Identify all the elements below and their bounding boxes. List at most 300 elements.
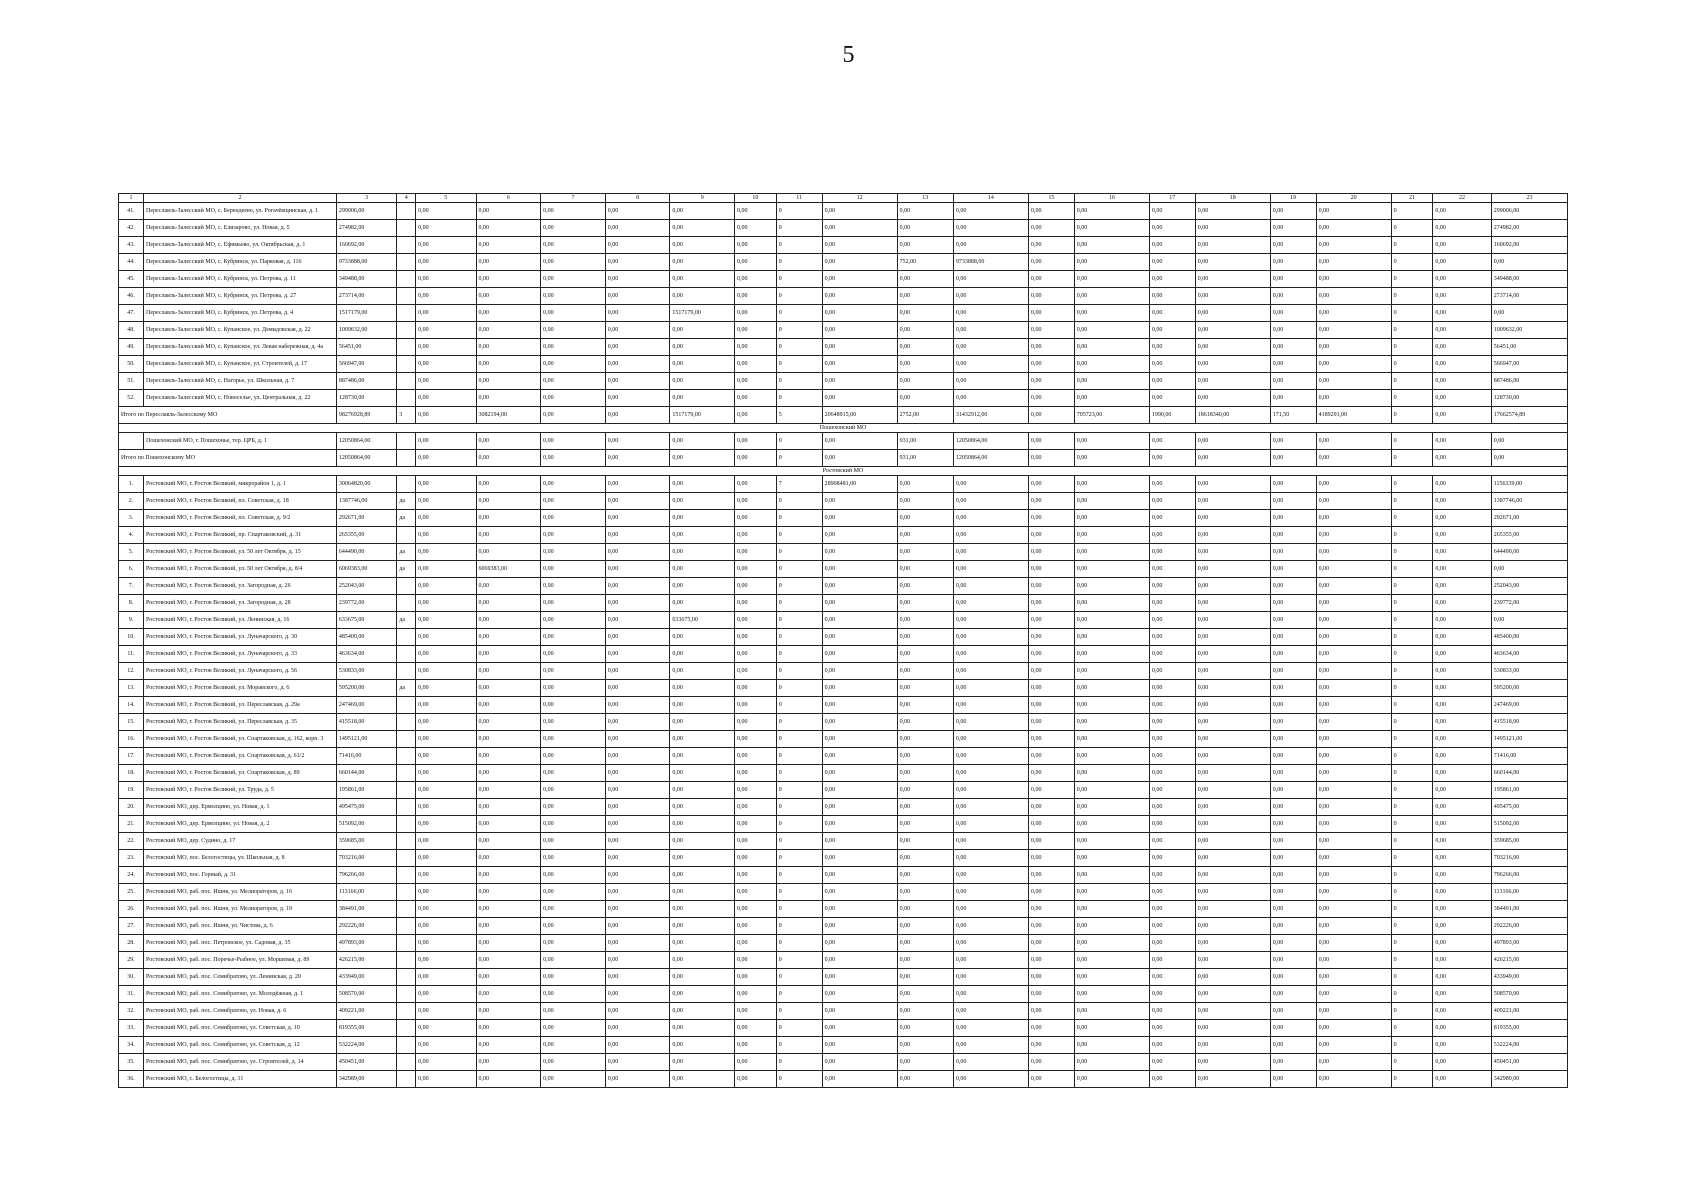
total-col-8: 0,00 [605, 450, 670, 467]
value-col-14: 0,00 [953, 952, 1028, 969]
value-col-16: 0,00 [1074, 271, 1149, 288]
value-col-21: 0 [1391, 918, 1433, 935]
value-col-14: 0,00 [953, 476, 1028, 493]
value-col-6: 0,00 [476, 339, 541, 356]
row-number: 35. [119, 1054, 144, 1071]
value-col-20: 0,00 [1316, 527, 1391, 544]
row-number: 30. [119, 969, 144, 986]
value-col-16: 0,00 [1074, 884, 1149, 901]
value-col-17: 0,00 [1149, 527, 1195, 544]
value-col-12: 0,00 [822, 373, 897, 390]
value-col-13: 0,00 [897, 527, 953, 544]
value-col-6: 0,00 [476, 578, 541, 595]
value-col-9: 0,00 [670, 1054, 735, 1071]
value-col-11: 0 [776, 816, 822, 833]
address-cell: Ростовский МО, пос. Горный, д. 31 [144, 867, 337, 884]
value-col-8: 0,00 [605, 952, 670, 969]
value-col-22: 0,00 [1433, 237, 1491, 254]
value-col-22: 0,00 [1433, 1020, 1491, 1037]
value-col-15: 0,00 [1028, 476, 1074, 493]
value-col-22: 0,00 [1433, 1037, 1491, 1054]
value-col-4 [397, 1037, 416, 1054]
value-col-22: 0,00 [1433, 561, 1491, 578]
value-col-5: 0,00 [416, 1071, 476, 1088]
value-col-9: 0,00 [670, 595, 735, 612]
value-col-17: 0,00 [1149, 629, 1195, 646]
value-col-22: 0,00 [1433, 1071, 1491, 1088]
value-col-4: да [397, 680, 416, 697]
value-col-22: 0,00 [1433, 1003, 1491, 1020]
value-col-10: 0,00 [735, 663, 777, 680]
value-col-8: 0,00 [605, 1020, 670, 1037]
value-col-17: 0,00 [1149, 510, 1195, 527]
value-col-7: 0,00 [541, 322, 606, 339]
value-col-5: 0,00 [416, 952, 476, 969]
value-col-10: 0,00 [735, 799, 777, 816]
value-col-18: 0,00 [1195, 629, 1270, 646]
value-col-12: 0,00 [822, 254, 897, 271]
value-col-20: 0,00 [1316, 339, 1391, 356]
address-cell: Переславль-Залесский МО, с. Кубринск, ул. Петрова, д. 27 [144, 288, 337, 305]
value-col-13: 0,00 [897, 1037, 953, 1054]
value-col-13: 0,00 [897, 1020, 953, 1037]
value-col-7: 0,00 [541, 288, 606, 305]
total-col-9: 0,00 [670, 450, 735, 467]
value-col-11: 0 [776, 850, 822, 867]
value-col-7: 0,00 [541, 271, 606, 288]
value-col-14: 0,00 [953, 1054, 1028, 1071]
table-row [119, 356, 1568, 373]
value-col-6: 0,00 [476, 833, 541, 850]
value-col-7: 0,00 [541, 646, 606, 663]
row-number: 34. [119, 1037, 144, 1054]
value-col-3: 6069383,00 [336, 561, 396, 578]
value-col-12: 0,00 [822, 935, 897, 952]
value-col-8: 0,00 [605, 510, 670, 527]
value-col-18: 0,00 [1195, 952, 1270, 969]
value-col-20: 0,00 [1316, 765, 1391, 782]
address-cell: Ростовский МО, г. Ростов Великий, микрорайон 1, д. 1 [144, 476, 337, 493]
value-col-4 [397, 254, 416, 271]
value-col-12: 0,00 [822, 493, 897, 510]
value-col-10: 0,00 [735, 433, 777, 450]
value-col-13: 0,00 [897, 935, 953, 952]
value-col-17: 0,00 [1149, 884, 1195, 901]
value-col-18: 0,00 [1195, 714, 1270, 731]
value-col-19: 0,00 [1270, 510, 1316, 527]
address-cell: Пошехонский МО, г. Пошехонье, тер. ЦРБ, д. 1 [144, 433, 337, 450]
value-col-12: 0,00 [822, 339, 897, 356]
value-col-23: 887486,00 [1491, 373, 1567, 390]
value-col-5: 0,00 [416, 561, 476, 578]
value-col-20: 0,00 [1316, 305, 1391, 322]
address-cell: Переславль-Залесский МО, с. Купанское, ул. Демидовская, д. 22 [144, 322, 337, 339]
value-col-7: 0,00 [541, 799, 606, 816]
value-col-4 [397, 663, 416, 680]
value-col-9: 0,00 [670, 578, 735, 595]
value-col-21: 0 [1391, 595, 1433, 612]
table-row [119, 850, 1568, 867]
address-cell: Ростовский МО, г. Ростов Великий, ул. Загородная, д. 26 [144, 578, 337, 595]
total-col-16: 705723,00 [1074, 407, 1149, 424]
value-col-5: 0,00 [416, 833, 476, 850]
value-col-15: 0,00 [1028, 714, 1074, 731]
value-col-13: 0,00 [897, 731, 953, 748]
value-col-16: 0,00 [1074, 433, 1149, 450]
value-col-5: 0,00 [416, 1037, 476, 1054]
value-col-15: 0,00 [1028, 433, 1074, 450]
value-col-22: 0,00 [1433, 714, 1491, 731]
row-number: 49. [119, 339, 144, 356]
value-col-15: 0,00 [1028, 373, 1074, 390]
value-col-5: 0,00 [416, 646, 476, 663]
table-row [119, 1071, 1568, 1088]
value-col-15: 0,00 [1028, 339, 1074, 356]
value-col-15: 0,00 [1028, 799, 1074, 816]
table-row [119, 663, 1568, 680]
value-col-22: 0,00 [1433, 952, 1491, 969]
value-col-21: 0 [1391, 476, 1433, 493]
total-col-4 [397, 450, 416, 467]
value-col-6: 0,00 [476, 816, 541, 833]
value-col-15: 0,00 [1028, 850, 1074, 867]
value-col-17: 0,00 [1149, 1071, 1195, 1088]
value-col-21: 0 [1391, 1071, 1433, 1088]
address-cell: Ростовский МО, г. Ростов Великий, ул. Моравского, д. 6 [144, 680, 337, 697]
total-col-14: 12050864,00 [953, 450, 1028, 467]
address-cell: Ростовский МО, раб. пос. Ишня, ул. Чистова, д. 6 [144, 918, 337, 935]
value-col-4 [397, 595, 416, 612]
value-col-10: 0,00 [735, 356, 777, 373]
value-col-15: 0,00 [1028, 305, 1074, 322]
table-row [119, 322, 1568, 339]
value-col-21: 0 [1391, 288, 1433, 305]
value-col-6: 0,00 [476, 663, 541, 680]
value-col-10: 0,00 [735, 220, 777, 237]
table-row [119, 918, 1568, 935]
value-col-8: 0,00 [605, 629, 670, 646]
row-number: 23. [119, 850, 144, 867]
value-col-7: 0,00 [541, 1003, 606, 1020]
value-col-16: 0,00 [1074, 714, 1149, 731]
value-col-15: 0,00 [1028, 493, 1074, 510]
value-col-22: 0,00 [1433, 680, 1491, 697]
value-col-12: 0,00 [822, 271, 897, 288]
value-col-10: 0,00 [735, 305, 777, 322]
value-col-16: 0,00 [1074, 373, 1149, 390]
value-col-20: 0,00 [1316, 254, 1391, 271]
value-col-11: 0 [776, 254, 822, 271]
value-col-3: 160692,00 [336, 237, 396, 254]
value-col-4 [397, 816, 416, 833]
value-col-3: 30064820,00 [336, 476, 396, 493]
total-col-6: 3082194,00 [476, 407, 541, 424]
value-col-3: 463634,00 [336, 646, 396, 663]
value-col-18: 0,00 [1195, 220, 1270, 237]
row-number: 27. [119, 918, 144, 935]
value-col-20: 0,00 [1316, 748, 1391, 765]
value-col-21: 0 [1391, 271, 1433, 288]
value-col-21: 0 [1391, 544, 1433, 561]
value-col-9: 0,00 [670, 288, 735, 305]
row-number: 2. [119, 493, 144, 510]
value-col-14: 0,00 [953, 918, 1028, 935]
value-col-21: 0 [1391, 1054, 1433, 1071]
value-col-7: 0,00 [541, 918, 606, 935]
value-col-5: 0,00 [416, 305, 476, 322]
value-col-13: 0,00 [897, 969, 953, 986]
row-number: 22. [119, 833, 144, 850]
table-row [119, 935, 1568, 952]
value-col-5: 0,00 [416, 850, 476, 867]
value-col-14: 0,00 [953, 748, 1028, 765]
column-number-8: 8 [605, 194, 670, 203]
address-cell: Переславль-Залесский МО, с. Кубринск, ул. Парковая, д. 116 [144, 254, 337, 271]
value-col-18: 0,00 [1195, 918, 1270, 935]
value-col-19: 0,00 [1270, 356, 1316, 373]
value-col-11: 0 [776, 833, 822, 850]
value-col-21: 0 [1391, 765, 1433, 782]
value-col-22: 0,00 [1433, 731, 1491, 748]
value-col-16: 0,00 [1074, 782, 1149, 799]
value-col-4 [397, 646, 416, 663]
value-col-3: 299006,00 [336, 203, 396, 220]
value-col-7: 0,00 [541, 237, 606, 254]
value-col-4 [397, 833, 416, 850]
value-col-3: 485400,00 [336, 629, 396, 646]
value-col-9: 0,00 [670, 510, 735, 527]
value-col-19: 0,00 [1270, 1020, 1316, 1037]
value-col-17: 0,00 [1149, 748, 1195, 765]
value-col-5: 0,00 [416, 629, 476, 646]
value-col-4 [397, 271, 416, 288]
value-col-22: 0,00 [1433, 476, 1491, 493]
total-col-14: 31432912,00 [953, 407, 1028, 424]
total-label: Итого по Переславль-Залесскому МО [119, 407, 337, 424]
value-col-5: 0,00 [416, 476, 476, 493]
total-col-11: 5 [776, 407, 822, 424]
value-col-3: 409221,00 [336, 1003, 396, 1020]
value-col-23: 426215,00 [1491, 952, 1567, 969]
value-col-23: 0,00 [1491, 433, 1567, 450]
value-col-22: 0,00 [1433, 646, 1491, 663]
value-col-20: 0,00 [1316, 373, 1391, 390]
value-col-22: 0,00 [1433, 373, 1491, 390]
value-col-8: 0,00 [605, 544, 670, 561]
value-col-16: 0,00 [1074, 850, 1149, 867]
value-col-20: 0,00 [1316, 595, 1391, 612]
value-col-23: 0,00 [1491, 254, 1567, 271]
value-col-10: 0,00 [735, 833, 777, 850]
value-col-11: 0 [776, 1054, 822, 1071]
value-col-20: 0,00 [1316, 782, 1391, 799]
value-col-11: 0 [776, 935, 822, 952]
value-col-8: 0,00 [605, 646, 670, 663]
address-cell: Ростовский МО, раб. пос. Семибратово, ул. Советская, д. 10 [144, 1020, 337, 1037]
value-col-13: 0,00 [897, 510, 953, 527]
value-col-20: 0,00 [1316, 714, 1391, 731]
value-col-20: 0,00 [1316, 322, 1391, 339]
value-col-4 [397, 765, 416, 782]
total-col-22: 0,00 [1433, 407, 1491, 424]
value-col-11: 0 [776, 952, 822, 969]
value-col-15: 0,00 [1028, 680, 1074, 697]
value-col-15: 0,00 [1028, 578, 1074, 595]
value-col-21: 0 [1391, 680, 1433, 697]
value-col-10: 0,00 [735, 901, 777, 918]
value-col-14: 0,00 [953, 510, 1028, 527]
value-col-8: 0,00 [605, 220, 670, 237]
table-row [119, 884, 1568, 901]
value-col-19: 0,00 [1270, 476, 1316, 493]
value-col-9: 0,00 [670, 782, 735, 799]
value-col-18: 0,00 [1195, 663, 1270, 680]
value-col-15: 0,00 [1028, 271, 1074, 288]
value-col-5: 0,00 [416, 578, 476, 595]
value-col-9: 0,00 [670, 356, 735, 373]
value-col-10: 0,00 [735, 782, 777, 799]
value-col-3: 495475,00 [336, 799, 396, 816]
value-col-15: 0,00 [1028, 697, 1074, 714]
value-col-17: 0,00 [1149, 1020, 1195, 1037]
value-col-20: 0,00 [1316, 476, 1391, 493]
value-col-11: 0 [776, 390, 822, 407]
value-col-14: 0,00 [953, 833, 1028, 850]
row-number: 36. [119, 1071, 144, 1088]
value-col-7: 0,00 [541, 884, 606, 901]
value-col-11: 0 [776, 237, 822, 254]
value-col-5: 0,00 [416, 782, 476, 799]
value-col-19: 0,00 [1270, 782, 1316, 799]
value-col-6: 0,00 [476, 646, 541, 663]
value-col-14: 0,00 [953, 305, 1028, 322]
value-col-19: 0,00 [1270, 1071, 1316, 1088]
column-number-5: 5 [416, 194, 476, 203]
value-col-18: 0,00 [1195, 646, 1270, 663]
value-col-23: 292671,00 [1491, 510, 1567, 527]
value-col-20: 0,00 [1316, 952, 1391, 969]
value-col-3: 239772,00 [336, 595, 396, 612]
value-col-5: 0,00 [416, 510, 476, 527]
value-col-21: 0 [1391, 731, 1433, 748]
value-col-23: 0,00 [1491, 305, 1567, 322]
value-col-6: 0,00 [476, 748, 541, 765]
address-cell: Ростовский МО, г. Ростов Великий, ул. Труда, д. 5 [144, 782, 337, 799]
value-col-8: 0,00 [605, 578, 670, 595]
value-col-12: 0,00 [822, 629, 897, 646]
address-cell: Ростовский МО, г. Ростов Великий, пр. Спартаковский, д. 31 [144, 527, 337, 544]
row-number: 42. [119, 220, 144, 237]
value-col-21: 0 [1391, 782, 1433, 799]
value-col-14: 0,00 [953, 986, 1028, 1003]
value-col-8: 0,00 [605, 203, 670, 220]
value-col-6: 0,00 [476, 203, 541, 220]
value-col-9: 0,00 [670, 799, 735, 816]
value-col-15: 0,00 [1028, 510, 1074, 527]
value-col-15: 0,00 [1028, 833, 1074, 850]
table-row [119, 986, 1568, 1003]
value-col-6: 0,00 [476, 782, 541, 799]
value-col-3: 796266,00 [336, 867, 396, 884]
value-col-15: 0,00 [1028, 595, 1074, 612]
value-col-9: 0,00 [670, 646, 735, 663]
value-col-17: 0,00 [1149, 782, 1195, 799]
value-col-18: 0,00 [1195, 322, 1270, 339]
value-col-12: 0,00 [822, 969, 897, 986]
row-number: 32. [119, 1003, 144, 1020]
row-number: 43. [119, 237, 144, 254]
value-col-23: 113166,00 [1491, 884, 1567, 901]
table-row [119, 612, 1568, 629]
value-col-6: 0,00 [476, 935, 541, 952]
row-number: 19. [119, 782, 144, 799]
value-col-16: 0,00 [1074, 901, 1149, 918]
value-col-3: 247469,00 [336, 697, 396, 714]
value-col-10: 0,00 [735, 339, 777, 356]
value-col-21: 0 [1391, 867, 1433, 884]
value-col-20: 0,00 [1316, 680, 1391, 697]
value-col-12: 0,00 [822, 322, 897, 339]
value-col-11: 0 [776, 339, 822, 356]
value-col-20: 0,00 [1316, 390, 1391, 407]
value-col-10: 0,00 [735, 390, 777, 407]
value-col-4 [397, 799, 416, 816]
value-col-9: 0,00 [670, 748, 735, 765]
value-col-11: 0 [776, 1003, 822, 1020]
row-number: 4. [119, 527, 144, 544]
value-col-23: 56451,00 [1491, 339, 1567, 356]
value-col-7: 0,00 [541, 680, 606, 697]
value-col-20: 0,00 [1316, 663, 1391, 680]
value-col-5: 0,00 [416, 527, 476, 544]
value-col-18: 0,00 [1195, 816, 1270, 833]
value-col-3: 633675,00 [336, 612, 396, 629]
value-col-3: 195861,00 [336, 782, 396, 799]
table-row [119, 901, 1568, 918]
row-number: 13. [119, 680, 144, 697]
value-col-16: 0,00 [1074, 646, 1149, 663]
value-col-3: 292226,00 [336, 918, 396, 935]
value-col-20: 0,00 [1316, 731, 1391, 748]
value-col-18: 0,00 [1195, 339, 1270, 356]
address-cell: Ростовский МО, раб. пос. Семибратово, ул. Молодёжная, д. 1 [144, 986, 337, 1003]
value-col-12: 0,00 [822, 748, 897, 765]
value-col-4 [397, 969, 416, 986]
value-col-23: 508570,00 [1491, 986, 1567, 1003]
value-col-23: 274982,00 [1491, 220, 1567, 237]
address-cell: Ростовский МО, раб. пос. Семибратово, ул. Новая, д. 6 [144, 1003, 337, 1020]
value-col-20: 0,00 [1316, 1037, 1391, 1054]
value-col-21: 0 [1391, 254, 1433, 271]
value-col-14: 0,00 [953, 493, 1028, 510]
value-col-21: 0 [1391, 1003, 1433, 1020]
value-col-23: 463634,00 [1491, 646, 1567, 663]
value-col-3: 342989,00 [336, 1071, 396, 1088]
value-col-4 [397, 356, 416, 373]
value-col-22: 0,00 [1433, 288, 1491, 305]
value-col-17: 0,00 [1149, 561, 1195, 578]
value-col-14: 0,00 [953, 527, 1028, 544]
value-col-20: 0,00 [1316, 271, 1391, 288]
value-col-11: 0 [776, 765, 822, 782]
value-col-13: 0,00 [897, 782, 953, 799]
value-col-17: 0,00 [1149, 433, 1195, 450]
value-col-4 [397, 901, 416, 918]
value-col-22: 0,00 [1433, 1054, 1491, 1071]
value-col-18: 0,00 [1195, 595, 1270, 612]
value-col-11: 0 [776, 748, 822, 765]
value-col-12: 0,00 [822, 510, 897, 527]
